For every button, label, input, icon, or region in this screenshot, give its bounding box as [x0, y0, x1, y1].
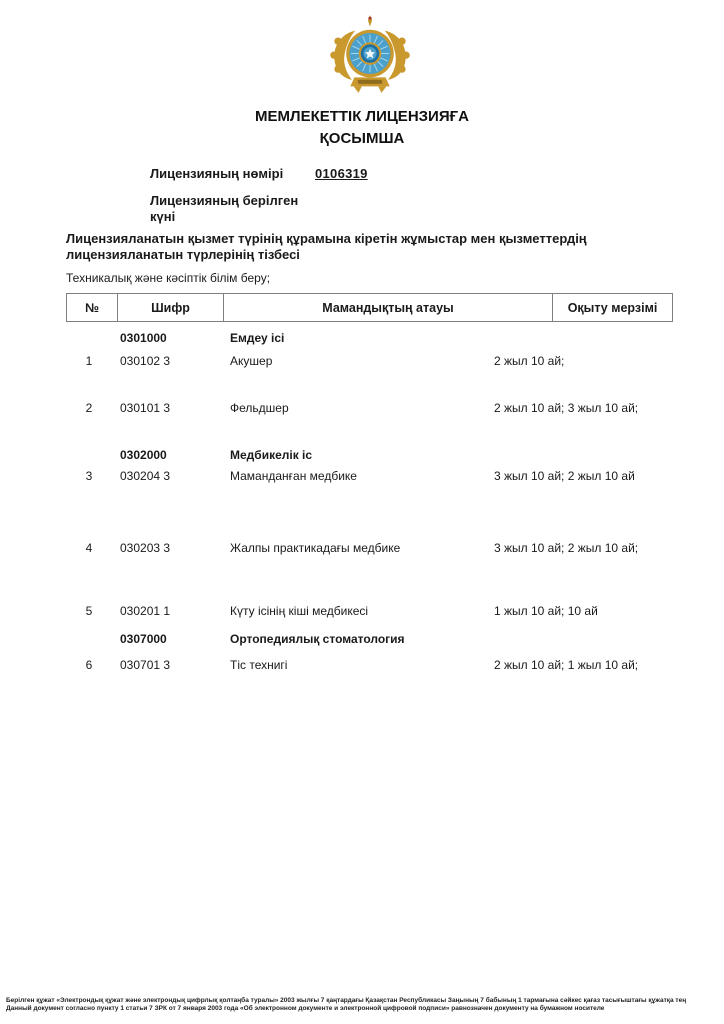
row-duration: 2 жыл 10 ай; 1 жыл 10 ай;	[494, 658, 639, 672]
table-row	[66, 353, 724, 400]
group-name: Медбикелік іс	[230, 448, 313, 462]
row-duration: 3 жыл 10 ай; 2 жыл 10 ай	[494, 469, 635, 483]
document-title-line1: МЕМЛЕКЕТТІК ЛИЦЕНЗИЯҒА	[255, 108, 469, 125]
row-name: Күту ісінің кіші медбикесі	[230, 604, 369, 618]
row-name: Акушер	[230, 354, 273, 368]
header-cell-number: №	[67, 294, 118, 322]
document-title	[0, 106, 724, 150]
header-cell-code: Шифр	[118, 294, 224, 322]
license-issue-date-label: Лицензияның берілген күні	[150, 193, 299, 224]
table-row	[66, 400, 724, 447]
row-duration: 2 жыл 10 ай;	[494, 354, 565, 368]
row-number: 3	[85, 469, 93, 483]
header-row	[67, 294, 673, 322]
row-name: Тіс технигі	[230, 658, 288, 672]
legal-footer-line-kk: Берілген құжат «Электрондық құжат және электрондық цифрлық қолтаңба туралы» 2003 жылғы 7 қаңтардағы Қазақстан Республикасы Заңының 7 бабының 1 тармағына сәйкес қағаз тасығыштағы құжатқа тең	[6, 997, 687, 1004]
row-code: 030701 3	[120, 658, 171, 672]
table-row-group	[66, 330, 724, 353]
legal-footer-line-ru: Данный документ согласно пункту 1 статьи 7 ЗРК от 7 января 2003 года «Об электронном документе и электронной цифровой подписи» равнозначен документу на бумажном носителе	[6, 1004, 605, 1012]
group-code: 0302000	[120, 448, 167, 462]
table-row	[66, 468, 724, 540]
table-row	[66, 603, 724, 631]
education-type-text: Техникалық және кәсіптік білім беру;	[66, 271, 271, 285]
row-code: 030203 3	[120, 541, 171, 555]
row-name: Фельдшер	[230, 401, 289, 415]
row-duration: 1 жыл 10 ай; 10 ай	[494, 604, 598, 618]
license-types-heading: Лицензияланатын қызмет түрінің құрамына кіретін жұмыстар мен қызметтердің лицензияланатын түрлерінің тізбесі	[66, 231, 587, 262]
row-duration: 3 жыл 10 ай; 2 жыл 10 ай;	[494, 541, 639, 555]
group-code: 0307000	[120, 632, 167, 646]
row-name: Жалпы практикадағы медбике	[230, 541, 401, 555]
header-cell-duration: Оқыту мерзімі	[553, 294, 673, 322]
specialties-table	[66, 293, 658, 690]
legal-footer	[6, 997, 720, 1012]
license-number-label: Лицензияның нөмірі	[150, 166, 284, 181]
row-number: 2	[85, 401, 93, 415]
license-number-value: 0106319	[315, 166, 368, 181]
group-name: Емдеу ісі	[230, 331, 285, 345]
table-row-group	[66, 447, 724, 468]
specialties-table-header	[66, 293, 673, 322]
row-number: 6	[85, 658, 93, 672]
row-name: Маманданған медбике	[230, 469, 357, 483]
kazakhstan-coat-of-arms-icon	[329, 14, 411, 98]
table-row	[66, 540, 724, 603]
table-row	[66, 657, 724, 690]
row-number: 5	[85, 604, 93, 618]
row-number: 4	[85, 541, 93, 555]
row-number: 1	[85, 354, 93, 368]
row-duration: 2 жыл 10 ай; 3 жыл 10 ай;	[494, 401, 639, 415]
row-code: 030101 3	[120, 401, 171, 415]
row-code: 030204 3	[120, 469, 171, 483]
specialties-table-body	[66, 330, 724, 690]
row-code: 030102 3	[120, 354, 171, 368]
group-name: Ортопедиялық стоматология	[230, 632, 405, 646]
group-code: 0301000	[120, 331, 167, 345]
row-code: 030201 1	[120, 604, 171, 618]
document-title-line2: ҚОСЫМША	[319, 130, 405, 147]
header-cell-name: Мамандықтың атауы	[224, 294, 553, 322]
emblem-svg	[329, 14, 411, 98]
table-row-group	[66, 631, 724, 657]
